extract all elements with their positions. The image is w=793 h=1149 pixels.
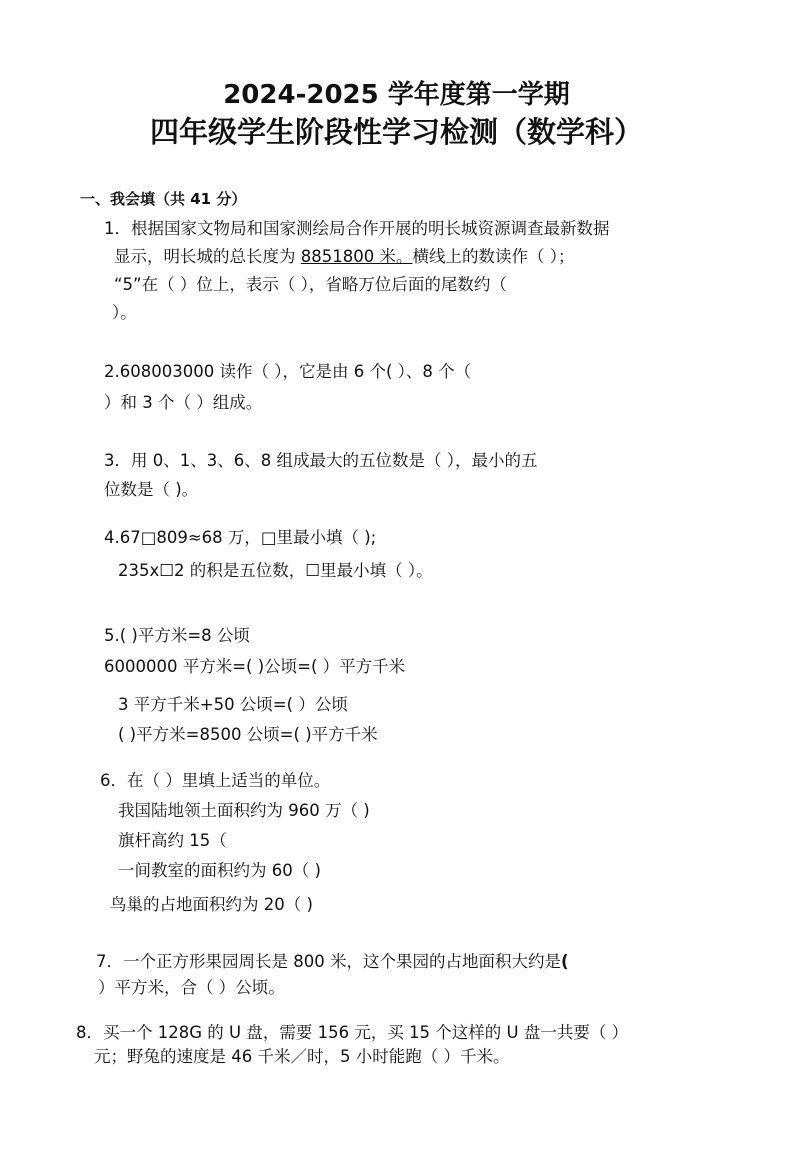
q1-line4: ）。 <box>112 303 137 322</box>
q7-line1 <box>96 951 569 973</box>
section-heading: 一、我会填（共 41 分） <box>80 190 247 208</box>
q5-line2: 6000000 平方米=( )公顷=( ）平方千米 <box>104 657 406 676</box>
q4-line1: 4.67□809≈68 万，□里最小填（ ); <box>104 528 377 547</box>
document-title: 2024-2025 学年度第一学期 <box>223 80 570 110</box>
q7-line1-text: 7．一个正方形果园周长是 800 米，这个果园的占地面积大约是 <box>96 952 561 971</box>
q7-line2: ）平方米，合（ ）公顷。 <box>98 978 285 997</box>
q6-line3: 旗杆高约 15（ <box>118 831 227 850</box>
q1-line2-rest: 横线上的数读作（ ）； <box>412 247 575 266</box>
q2-line1: 2.608003000 读作（ ），它是由 6 个( ）、8 个（ <box>104 362 472 381</box>
q8-line2: 元；野兔的速度是 46 千米／时，5 小时能跑（ ）千米。 <box>94 1047 510 1066</box>
q7-bold-paren: ( <box>560 952 569 971</box>
q8-line1: 8．买一个 128G 的 U 盘，需要 156 元，买 15 个这样的 U 盘一共要（ ） <box>76 1023 629 1042</box>
q3-line1: 3．用 0、1、3、6、8 组成最大的五位数是（ ），最小的五 <box>104 451 538 470</box>
q6-line5: 鸟巢的占地面积约为 20（ ) <box>110 895 313 914</box>
q2-line2: ）和 3 个（ ）组成。 <box>104 393 263 412</box>
q5-line3: 3 平方千米+50 公顷=( ）公顷 <box>118 695 348 714</box>
q5-line4: ( )平方米=8500 公顷=( )平方千米 <box>118 725 378 744</box>
q1-underlined-number: 8851800 米。 <box>300 247 413 266</box>
q1-line2-text: 显示，明长城的总长度为 <box>114 247 301 266</box>
q3-line2: 位数是（ )。 <box>104 480 199 499</box>
q1-line1: 1．根据国家文物局和国家测绘局合作开展的明长城资源调查最新数据 <box>104 219 610 238</box>
q1-line2 <box>114 246 574 268</box>
q4-line2: 235x☐2 的积是五位数，☐里最小填（ ）。 <box>118 561 433 580</box>
q6-line1: 6．在（ ）里填上适当的单位。 <box>100 771 331 790</box>
q5-line1: 5.( )平方米=8 公顷 <box>104 626 250 645</box>
q6-line2: 我国陆地领土面积约为 960 万（ ) <box>118 801 370 820</box>
q6-line4: 一间教室的面积约为 60（ ) <box>118 861 321 880</box>
q1-line3: “5”在（ ）位上，表示（ ），省略万位后面的尾数约（ <box>114 275 507 294</box>
document-subtitle: 四年级学生阶段性学习检测（数学科） <box>149 115 643 149</box>
